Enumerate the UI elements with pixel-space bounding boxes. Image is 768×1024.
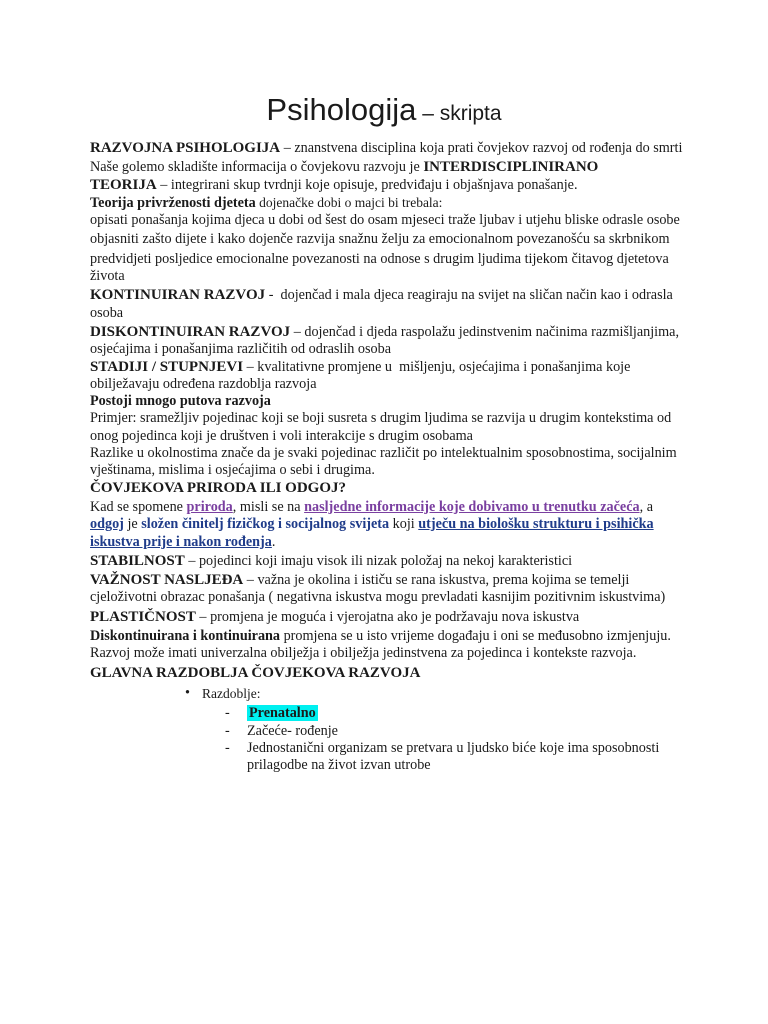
definition-text: – pojedinci koji imaju visok ili nizak položaj na nekoj karakteristici	[184, 552, 573, 569]
list-item	[225, 705, 686, 722]
definition-text: – znanstvena disciplina koja prati čovjekov razvoj od rođenja do smrti	[280, 140, 683, 156]
term-diskontinuirana-kontinuirana: Diskontinuirana i kontinuirana	[90, 628, 281, 645]
definition-text: – integrirani skup tvrdnji koje opisuje, predviđaju i objašnjava ponašanje.	[156, 176, 578, 193]
bullet-list	[185, 685, 686, 774]
definition-text: – važna je okolina i ističu se rana iskustva, prema kojima se temelji cjeloživotni obrazac ponašanja ( negativna iskustva mogu prevladati kasnijim pozitivnim iskustvima)	[90, 572, 666, 606]
paragraph-primjer: Primjer: sramežljiv pojedinac koji se boji susreta s drugim ljudima se razvija u drugim kontekstima od onog pojedinca koji je društven i voli interakcije s drugim osobama	[90, 410, 672, 444]
term-plasticnost: PLASTIČNOST	[90, 608, 196, 625]
paragraph-text: , a	[639, 498, 653, 515]
dash-icon: -	[225, 739, 230, 756]
title-separator: –	[416, 102, 440, 125]
definition-text: - dojenčad i mala djeca reagiraju na svijet na sličan način kao i odrasla osoba	[90, 287, 677, 321]
paragraph-putovi-razvoja: Postoji mnogo putova razvoja	[90, 393, 271, 410]
paragraph-text: Kad se spomene	[90, 498, 187, 515]
document-body	[90, 140, 686, 774]
term-kontinuiran-razvoj: KONTINUIRAN RAZVOJ	[90, 287, 266, 304]
paragraph-teorija-privrzenosti	[90, 194, 686, 212]
dash-icon: -	[225, 722, 230, 739]
term-teorija-privrzenosti: Teorija privrženosti djeteta	[90, 194, 256, 211]
paragraph-diskontinuirana-kontinuirana	[90, 628, 686, 663]
paragraph-razlike: Razlike u okolnostima znače da je svaki pojedinac različit po intelektualnim sposobnostima, socijalnim vještinama, mislima i osjećajima o sebi i drugima.	[90, 445, 677, 479]
paragraph-text: , misli se na	[232, 498, 305, 515]
paragraph-razvojna-psihologija	[90, 140, 686, 157]
highlighted-term-prenatalno: Prenatalno	[249, 705, 316, 722]
term-interdisciplinirano: INTERDISCIPLINIRANO	[423, 159, 599, 176]
definition-text: – dojenčad i djeda raspolažu jedinstvenim načinima razmišljanjima, osjećajima i ponašanjima različitih od odraslih osoba	[90, 323, 680, 358]
link-priroda[interactable]: priroda	[186, 498, 233, 515]
paragraph-stabilnost	[90, 553, 686, 570]
term-razvojna-psihologija: RAZVOJNA PSIHOLOGIJA	[90, 140, 281, 156]
paragraph-stadiji	[90, 359, 686, 394]
title-sub: skripta	[439, 102, 502, 125]
paragraph-objasniti: objasniti zašto dijete i kako dojenče razvija snažnu želju za emocionalnom povezanošću sa skrbnikom	[90, 231, 670, 248]
paragraph-vaznost-naslijeda	[90, 572, 686, 607]
paragraph-opisati: opisati ponašanja kojima djeca u dobi od šest do osam mjeseci traže ljubav i utjehu bliske odrasle osobe	[90, 212, 680, 229]
paragraph-kontinuiran-razvoj	[90, 287, 686, 322]
list-item-text: Jednostanični organizam se pretvara u ljudsko biće koje ima sposobnosti prilagodbe na život izvan utrobe	[247, 739, 660, 774]
link-nasljedne-informacije[interactable]: nasljedne informacije koje dobivamo u trenutku začeća	[304, 498, 640, 515]
paragraph-teorija	[90, 177, 686, 194]
bullet-icon: •	[185, 684, 190, 701]
link-utjecu[interactable]: utječu na biološku strukturu i psihička iskustva prije i nakon rođenja	[90, 516, 654, 550]
paragraph-interdisciplinirano	[90, 159, 686, 176]
list-item	[225, 723, 686, 740]
list-item	[185, 685, 686, 703]
term-teorija: TEORIJA	[90, 176, 157, 193]
paragraph-priroda-odgoj	[90, 499, 686, 551]
document-title	[0, 92, 768, 134]
paragraph-text: .	[271, 533, 276, 550]
paragraph-text: je	[123, 516, 142, 533]
paragraph-text: koji	[389, 516, 419, 533]
paragraph-text: dojenačke dobi o majci bi trebala:	[255, 194, 443, 210]
paragraph-plasticnost	[90, 609, 686, 626]
term-stabilnost: STABILNOST	[90, 552, 185, 569]
list-item	[225, 740, 686, 775]
paragraph-diskontinuiran-razvoj	[90, 324, 686, 359]
heading-glavna-razdoblja: GLAVNA RAZDOBLJA ČOVJEKOVA RAZVOJA	[90, 664, 421, 681]
definition-text: – kvalitativne promjene u mišljenju, osjećajima i ponašanjima koje obilježavaju određena razdoblja razvoja	[90, 358, 634, 392]
term-diskontinuiran-razvoj: DISKONTINUIRAN RAZVOJ	[90, 323, 291, 340]
list-item-label: Razdoblje:	[202, 685, 261, 701]
paragraph-predvidjeti: predvidjeti posljedice emocionalne povezanosti na odnose s drugim ljudima tijekom čitavog djetetova života	[90, 250, 669, 285]
term-vaznost-naslijeda: VAŽNOST NASLJEĐA	[90, 572, 244, 589]
paragraph-text: Naše golemo skladište informacija o čovjekovu razvoju je	[90, 159, 424, 176]
title-main: Psihologija	[266, 92, 417, 127]
term-slozen-cinitelj: složen činitelj fizičkog i socijalnog svijeta	[141, 516, 390, 533]
term-stadiji: STADIJI / STUPNJEVI	[90, 358, 244, 375]
definition-text: promjena se u isto vrijeme događaju i oni se međusobno izmjenjuju. Razvoj može imati univerzalna obilježja i obilježja jedinstvena za pojedinca i kontekste razvoja.	[90, 628, 671, 662]
list-item-text: Začeće- rođenje	[247, 722, 338, 739]
dash-icon: -	[225, 705, 230, 722]
heading-priroda-ili-odgoj: ČOVJEKOVA PRIRODA ILI ODGOJ?	[90, 479, 347, 496]
dash-list	[225, 705, 686, 774]
definition-text: – promjena je moguća i vjerojatna ako je podržavaju nova iskustva	[195, 608, 580, 625]
link-odgoj[interactable]: odgoj	[90, 516, 124, 533]
